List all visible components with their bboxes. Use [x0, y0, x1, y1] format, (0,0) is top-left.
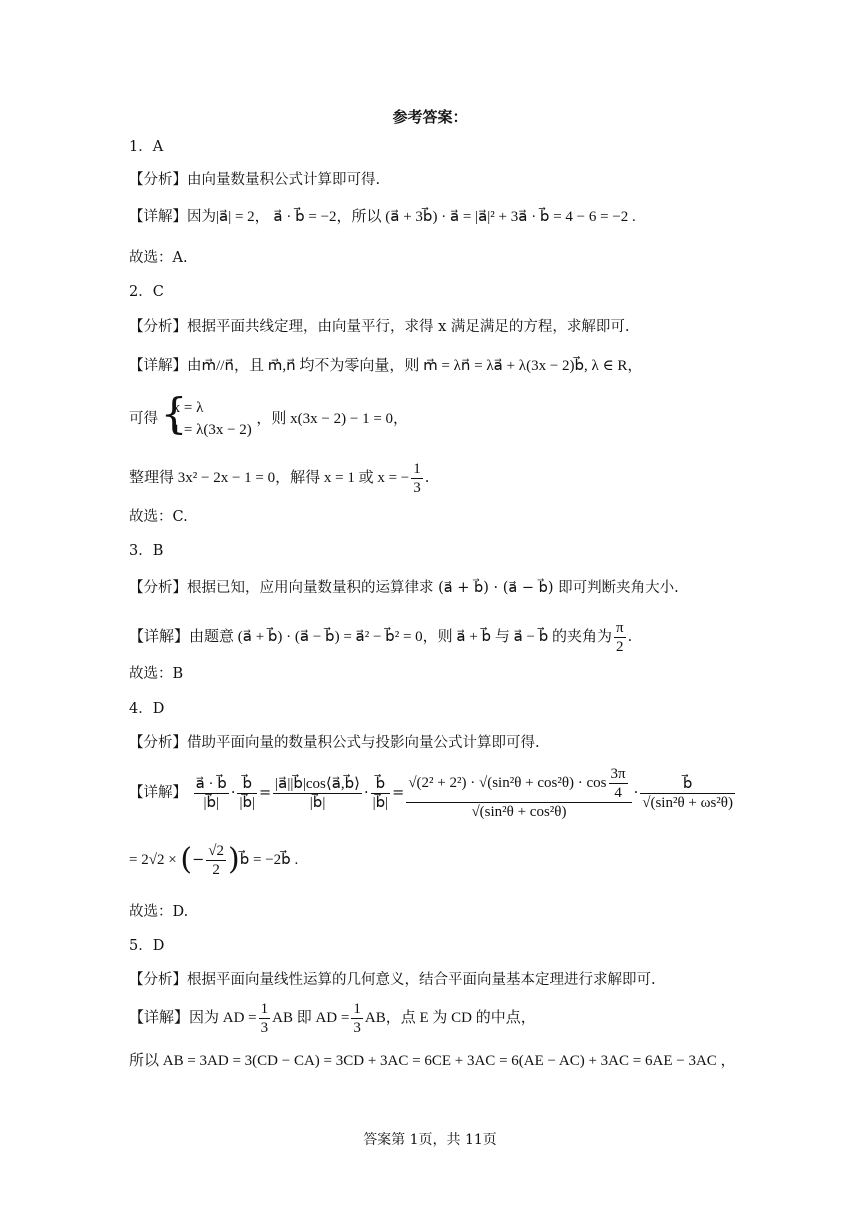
q4-frac-6	[640, 775, 735, 812]
q2-equation-system	[163, 397, 252, 441]
q4-detail-prefix: 【详解】	[129, 785, 187, 801]
q5-detail-suffix: AB，点 E 为 CD 的中点，	[364, 1010, 536, 1026]
q3-analysis: 【分析】根据已知，应用向量数量积的运算律求 (a⃗ + b⃗) · (a⃗ − b⃗) 即可判断夹角大小.	[129, 580, 679, 596]
q1-head: 1．A	[129, 139, 164, 155]
q4-f5-angle-den: 4	[614, 785, 622, 801]
q2-system-suffix: ，则 x(3x − 2) − 1 = 0，	[256, 411, 409, 427]
q3-angle-den: 2	[616, 638, 624, 655]
q2-solve-suffix: .	[424, 470, 430, 486]
q4-result-fraction	[206, 842, 226, 879]
q3-detail-suffix: .	[627, 629, 633, 645]
q2-answer: 故选：C.	[129, 509, 188, 525]
q4-result-inner-num: √2	[208, 842, 225, 859]
q5-detail	[129, 998, 536, 1038]
q5-last-line-text: 所以 AB = 3AD = 3(CD − CA) = 3CD + 3AC = 6CE + 3AC = 6(AE − AC) + 3AC = 6AE − 3AC ，	[129, 1053, 736, 1069]
q5-analysis: 【分析】根据平面向量线性运算的几何意义，结合平面向量基本定理进行求解即可.	[129, 972, 656, 988]
q2-head: 2．C	[129, 284, 164, 300]
q4-frac-4	[371, 775, 391, 812]
q2-solve-prefix: 整理得 3x² − 2x − 1 = 0，解得 x = 1 或 x = −	[129, 470, 410, 486]
q2-system-line1: { x = λ	[172, 400, 204, 416]
page-title: 参考答案：	[392, 108, 468, 126]
q5-head: 5．D	[129, 938, 165, 954]
q4-frac-5	[406, 765, 631, 821]
q5-fraction-2	[351, 1000, 363, 1037]
q4-result-prefix: = 2√2 ×	[129, 852, 181, 868]
q4-f3-num: |a⃗||b⃗|cos⟨a⃗,b⃗⟩	[275, 775, 361, 792]
q4-analysis: 【分析】借助平面向量的数量积公式与投影向量公式计算即可得.	[129, 735, 540, 751]
q2-detail-prefix: 【详解】由	[129, 358, 202, 374]
q2-analysis: 【分析】根据平面共线定理，由向量平行，求得 x 满足满足的方程，求解即可.	[129, 319, 630, 335]
q1-analysis: 【分析】由向量数量积公式计算即可得.	[129, 172, 381, 188]
q1-detail-prefix: 【详解】因为	[129, 209, 216, 225]
q3-detail	[129, 617, 632, 657]
q5-frac2-num: 1	[353, 1000, 361, 1017]
q1-detail-math: |a⃗| = 2， a⃗ · b⃗ = −2，所以 (a⃗ + 3b⃗) · a⃗ = |a⃗|² + 3a⃗ · b⃗ = 4 − 6 = −2 .	[216, 209, 636, 225]
q4-f4-den: |b⃗|	[372, 794, 389, 811]
q4-f5-den: √(sin²θ + cos²θ)	[471, 804, 567, 820]
q5-frac1-den: 3	[260, 1019, 269, 1036]
q4-f1-num: a⃗ · b⃗	[195, 775, 227, 792]
q4-right-paren: )	[228, 842, 240, 877]
q4-f5-num-wrap	[406, 765, 631, 803]
q2-detail	[129, 356, 642, 376]
q4-f6-num: b⃗	[640, 775, 735, 794]
q2-solve-num: 1	[413, 460, 421, 477]
q2-solve-fraction	[411, 460, 423, 497]
q4-result: = 2√2 × (− $\frac{√2}{2}$ )b⃗ = −2b⃗ .	[129, 842, 299, 878]
page-footer: 答案第 1页，共 11页	[363, 1132, 497, 1148]
q2-system-prefix: 可得	[129, 411, 158, 427]
q4-detail: 【详解】 $\frac{a⃗ \cdot b⃗}{|b⃗|}$ · $\frac{b⃗}{|b⃗|}$ = $\frac{|a⃗||b⃗|\cos⟨a⃗,b⃗⟩}{|b⃗|}$ · $\frac{b⃗}{|b⃗|}$ = √(2² + 2²) · √(sin²θ + cos²θ) · cos $\frac{3\pi}{4}$ √(sin²θ + cos²θ) · $\frac{b⃗}{\text{√(sin²θ + ωs²θ)}}$	[129, 766, 733, 820]
q4-frac-1	[194, 775, 229, 812]
q3-detail-text: 【详解】由题意 (a⃗ + b⃗) · (a⃗ − b⃗) = a⃗² − b⃗² = 0，则 a⃗ + b⃗ 与 a⃗ − b⃗ 的夹角为	[129, 629, 613, 645]
q4-f1-den: |b⃗|	[203, 794, 219, 811]
q3-head: 3．B	[129, 543, 164, 559]
q5-fraction-1	[259, 1000, 271, 1037]
q4-f3-den: |b⃗|	[309, 794, 326, 811]
q5-frac1-num: 1	[260, 1000, 269, 1017]
q1-answer: 故选：A.	[129, 250, 188, 266]
q4-f6-den: √(sin²θ + ωs²θ)	[642, 794, 733, 811]
q3-angle-num: π	[616, 619, 624, 636]
q4-left-paren: (	[180, 842, 193, 877]
q2-detail-math: m⃗//n⃗，且 m⃗,n⃗ 均不为零向量，则 m⃗ = λn⃗ = λa⃗ + λ(3x − 2)b⃗, λ ∈ R，	[201, 358, 643, 374]
q2-solve-den: 3	[413, 479, 421, 496]
q5-last-line	[129, 1051, 736, 1071]
q5-detail-prefix: 【详解】因为 AD =	[129, 1010, 257, 1026]
q4-f4-num: b⃗	[371, 775, 391, 794]
q4-f5-angle	[609, 765, 628, 802]
q5-frac2-den: 3	[353, 1019, 361, 1036]
q2-system-line2: 1 = λ(3x − 2)	[172, 422, 252, 438]
q4-f2-num: b⃗	[237, 775, 257, 794]
q2-solve	[129, 458, 429, 498]
q4-frac-2	[237, 775, 257, 812]
q4-f5-num: √(2² + 2²) · √(sin²θ + cos²θ) · cos	[408, 774, 607, 791]
q3-answer: 故选：B	[129, 666, 184, 682]
q4-result-inner-den: 2	[212, 861, 220, 878]
q4-answer: 故选：D.	[129, 904, 189, 920]
q1-detail	[129, 207, 636, 227]
q3-angle-fraction	[614, 619, 626, 656]
q4-result-suffix: b⃗ = −2b⃗ .	[239, 852, 299, 868]
q4-frac-3	[273, 775, 362, 812]
q5-detail-mid: AB 即 AD =	[272, 1010, 350, 1026]
q2-system	[129, 396, 408, 442]
q4-f5-angle-num: 3π	[610, 766, 626, 782]
q4-f2-den: |b⃗|	[239, 794, 255, 811]
q4-head: 4．D	[129, 701, 165, 717]
